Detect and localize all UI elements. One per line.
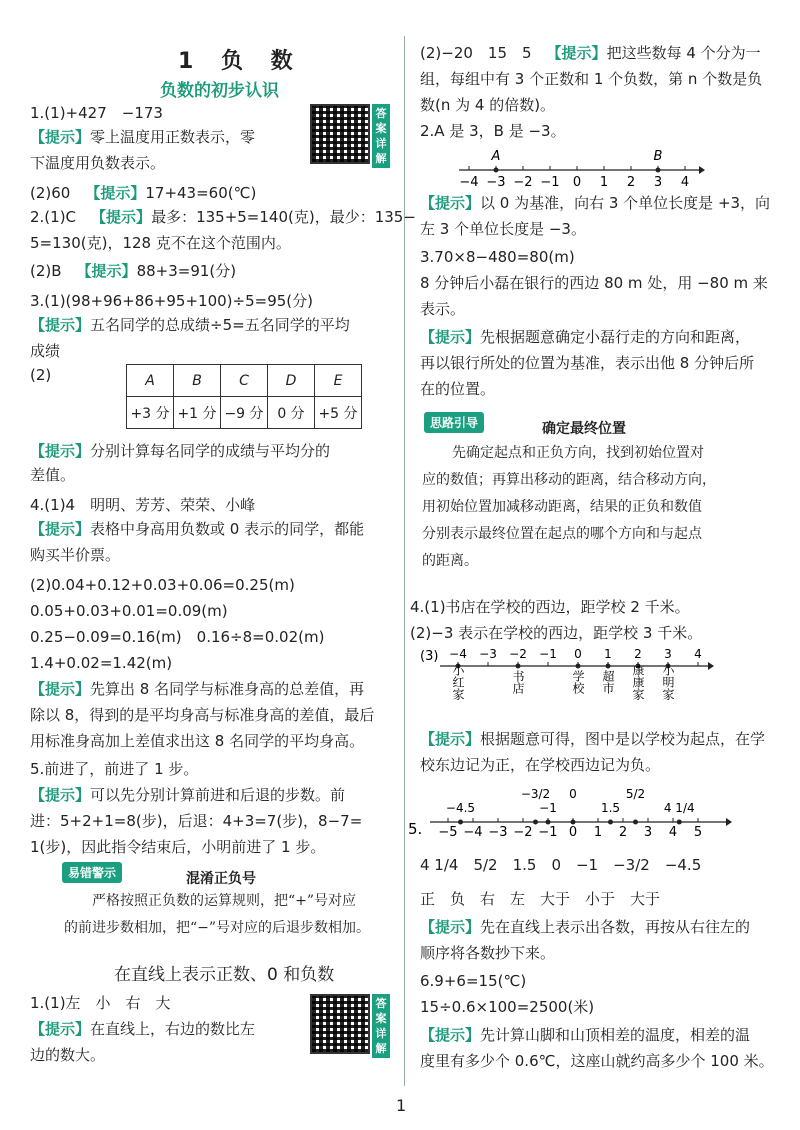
text-span: 度里有多少个 0.6℃，这座山就约高多少个 100 米。	[420, 1052, 774, 1070]
hint-label: 【提示】	[85, 184, 146, 202]
tick-label: 0	[568, 825, 578, 840]
box-text-line: 应的数值；再算出移动的距离，结合移动方向，	[422, 472, 716, 488]
tick-label: −3	[479, 647, 497, 661]
tick-label: −1	[539, 647, 557, 661]
text-line	[420, 350, 754, 376]
text-line	[30, 756, 198, 782]
tick-label: −1	[540, 175, 560, 190]
tick-label: 0	[574, 647, 582, 661]
text-span: 五名同学的总成绩÷5=五名同学的平均	[90, 316, 350, 334]
text-line	[30, 438, 330, 464]
table-cell: −9 分	[221, 397, 268, 429]
marked-point	[608, 820, 613, 825]
text-span: 以 0 为基准，向右 3 个单位长度是 +3，向	[480, 194, 771, 212]
marked-point	[546, 820, 551, 825]
point-label: 1.5	[600, 801, 621, 815]
text-line	[30, 728, 364, 754]
text-span: 表示。	[420, 300, 466, 318]
text-line	[30, 624, 324, 650]
text-line	[30, 808, 362, 834]
text-line	[30, 312, 350, 338]
box-text-line: 先确定起点和正负方向，找到初始位置对	[452, 445, 704, 461]
text-line	[30, 150, 165, 176]
text-line	[30, 100, 163, 126]
number-line-1	[455, 146, 705, 190]
column-divider	[404, 36, 405, 1086]
text-span: 2.A 是 3，B 是 −3。	[420, 122, 566, 140]
error-warning-badge: 易错警示	[62, 862, 122, 883]
section-title: 在直线上表示正数、0 和负数	[114, 965, 335, 985]
text-line	[420, 296, 465, 322]
tick-label: 3	[664, 647, 672, 661]
text-line	[420, 324, 750, 350]
text-span: 3.(1)(98+96+86+95+100)÷5=95(分)	[30, 292, 313, 310]
table-header-cell: E	[315, 365, 362, 397]
place-label: 小红家	[451, 664, 465, 700]
marked-point	[633, 820, 638, 825]
text-line	[30, 516, 364, 542]
text-span: 5.前进了，前进了 1 步。	[30, 760, 199, 778]
text-span: 先根据题意确定小磊行走的方向和距离，	[480, 328, 751, 346]
hint-label: 【提示】	[30, 1020, 91, 1038]
text-line	[420, 886, 660, 912]
hint-label: 【提示】	[30, 128, 91, 146]
tick-label: 2	[618, 825, 628, 840]
tick-label: −1	[538, 825, 558, 840]
text-span: (2)−20 15 5	[420, 44, 547, 62]
point-label: 0	[569, 787, 577, 801]
text-line	[420, 852, 701, 878]
place-label: 小明家	[661, 664, 675, 700]
nl2-prefix: (3)	[420, 649, 439, 664]
text-span: 在的位置。	[420, 380, 496, 398]
text-line	[420, 216, 586, 242]
box-title: 确定最终位置	[542, 421, 626, 437]
box-text-line: 的前进步数相加，把“−”号对应的后退步数相加。	[64, 920, 371, 936]
text-line	[30, 492, 255, 518]
tick-label: 2	[626, 175, 636, 190]
table-header-cell: C	[221, 365, 268, 397]
hint-label: 【提示】	[91, 208, 152, 226]
text-span: 组，每组中有 3 个正数和 1 个负数，第 n 个数是负	[420, 70, 763, 88]
text-line	[410, 594, 690, 620]
text-line	[30, 258, 236, 284]
place-point	[576, 664, 581, 669]
tick-label: 0	[572, 175, 582, 190]
table-cell: +3 分	[127, 397, 174, 429]
place-label: 学校	[571, 670, 585, 694]
text-span: 下温度用负数表示。	[30, 154, 166, 172]
text-line	[420, 940, 555, 966]
text-line	[420, 40, 761, 66]
text-span: 3.70×8−480=80(m)	[420, 248, 575, 266]
text-line	[30, 362, 51, 388]
hint-label: 【提示】	[420, 918, 481, 936]
box-text-line: 的距离。	[422, 553, 478, 569]
text-line	[30, 990, 171, 1016]
box-text-line: 分别表示最终位置在起点的哪个方向和与起点	[422, 526, 702, 542]
text-span: 校东边记为正，在学校西边记为负。	[420, 756, 661, 774]
hint-label: 【提示】	[76, 262, 137, 280]
text-span: 正 负 右 左 大于 小于 大于	[420, 890, 661, 908]
text-line	[30, 338, 60, 364]
text-span: 8 分钟后小磊在银行的西边 80 m 处，用 −80 m 来	[420, 274, 768, 292]
table-header-cell: D	[268, 365, 315, 397]
tick-label: 4	[680, 175, 690, 190]
text-line	[30, 542, 120, 568]
text-span: 数(n 为 4 的倍数)。	[420, 96, 556, 114]
marked-point	[677, 820, 682, 825]
point-b	[656, 168, 661, 173]
tick-label: 1	[599, 175, 609, 190]
text-line	[30, 204, 416, 230]
text-span: 2.(1)C	[30, 208, 92, 226]
hint-label: 【提示】	[30, 316, 91, 334]
text-line	[420, 190, 770, 216]
text-span: 先算出 8 名同学与标准身高的总差值，再	[90, 680, 365, 698]
place-point	[606, 664, 611, 669]
text-line	[420, 244, 575, 270]
text-line	[420, 66, 762, 92]
page-number: 1	[396, 1096, 407, 1115]
text-span: (2)60	[30, 184, 86, 202]
point-label: −1	[539, 801, 557, 815]
text-line	[420, 118, 566, 144]
tick-label: −3	[488, 825, 508, 840]
text-span: (2)−3 表示在学校的西边，距学校 3 千米。	[410, 624, 703, 642]
text-span: 零上温度用正数表示，零	[90, 128, 256, 146]
text-span: 5=130(克)，128 克不在这个范围内。	[30, 234, 291, 252]
idea-guide-badge: 思路引导	[424, 412, 484, 433]
text-line	[420, 752, 660, 778]
marked-point	[458, 820, 463, 825]
text-line	[420, 1048, 774, 1074]
text-span: 成绩	[30, 342, 61, 360]
tick-label: 4	[694, 647, 702, 661]
tick-label: −3	[486, 175, 506, 190]
text-line	[30, 462, 75, 488]
text-span: 分别计算每名同学的成绩与平均分的	[90, 442, 331, 460]
text-span: 1(步)，因此指令结束后，小明前进了 1 步。	[30, 838, 326, 856]
hint-label: 【提示】	[420, 194, 481, 212]
nl3-label: 5.	[408, 820, 423, 838]
table-cell: 0 分	[268, 397, 315, 429]
text-line	[30, 230, 291, 256]
table-cell: +1 分	[174, 397, 221, 429]
text-span: (2)	[30, 366, 52, 384]
text-span: 最多：135+5=140(克)，最少：135−	[151, 208, 416, 226]
text-span: 左 3 个单位长度是 −3。	[420, 220, 586, 238]
qr-label: 答案详解	[372, 994, 390, 1058]
text-span: 15÷0.6×100=2500(米)	[420, 998, 595, 1016]
text-span: 4.(1)书店在学校的西边，距学校 2 千米。	[410, 598, 690, 616]
text-span: 在直线上，右边的数比左	[90, 1020, 256, 1038]
tick-label: 3	[653, 175, 663, 190]
text-span: 再以银行所处的位置为基准，表示出他 8 分钟后所	[420, 354, 755, 372]
page-title: 1 负 数	[178, 49, 303, 74]
text-span: 6.9+6=15(℃)	[420, 972, 527, 990]
tick-label: 1	[604, 647, 612, 661]
text-span: 先在直线上表示出各数，再按从右往左的	[480, 918, 751, 936]
tick-label: −2	[509, 647, 527, 661]
text-line	[30, 180, 256, 206]
text-line	[30, 650, 172, 676]
point-label: 5/2	[625, 787, 646, 801]
qr-code-icon	[310, 994, 370, 1054]
marked-point	[533, 820, 538, 825]
hint-label: 【提示】	[546, 44, 607, 62]
text-line	[420, 1022, 750, 1048]
number-line-2	[420, 640, 720, 724]
text-span: 0.05+0.03+0.01=0.09(m)	[30, 602, 228, 620]
point-label: −3/2	[520, 787, 551, 801]
text-span: 88+3=91(分)	[136, 262, 237, 280]
box-text-line: 用初始位置加减移动距离，结果的正负和数值	[422, 499, 702, 515]
text-line	[30, 1042, 105, 1068]
hint-label: 【提示】	[420, 730, 481, 748]
hint-label: 【提示】	[420, 328, 481, 346]
text-span: (2)0.04+0.12+0.03+0.06=0.25(m)	[30, 576, 295, 594]
text-span: 差值。	[30, 466, 76, 484]
text-span: 17+43=60(℃)	[145, 184, 257, 202]
text-line	[420, 968, 526, 994]
text-line	[30, 572, 295, 598]
text-span: 购买半价票。	[30, 546, 121, 564]
hint-label: 【提示】	[30, 680, 91, 698]
tick-label: −4	[449, 647, 467, 661]
text-line	[420, 376, 495, 402]
tick-label: 2	[634, 647, 642, 661]
hint-label: 【提示】	[30, 442, 91, 460]
hint-label: 【提示】	[420, 1026, 481, 1044]
number-line-3	[408, 780, 738, 842]
place-point	[516, 664, 521, 669]
point-a	[494, 168, 499, 173]
tick-label: −2	[513, 175, 533, 190]
hint-label: 【提示】	[30, 520, 91, 538]
text-line	[420, 994, 594, 1020]
point-label: −4.5	[445, 801, 476, 815]
text-span: 先计算山脚和山顶相差的温度，相差的温	[480, 1026, 751, 1044]
marked-point	[571, 820, 576, 825]
tick-label: −4	[463, 825, 483, 840]
text-line	[30, 1016, 255, 1042]
text-line	[420, 270, 768, 296]
text-line	[30, 702, 374, 728]
text-line	[420, 92, 555, 118]
section-title: 负数的初步认识	[160, 81, 279, 101]
box-text-line: 严格按照正负数的运算规则，把“+”号对应	[92, 893, 357, 909]
box-title: 混淆正负号	[186, 871, 256, 887]
text-line	[420, 726, 765, 752]
place-label: 超市	[601, 670, 615, 694]
tick-label: 5	[693, 825, 703, 840]
text-span: 1.(1)左 小 右 大	[30, 994, 171, 1012]
tick-label: 1	[593, 825, 603, 840]
table-header-cell: A	[127, 365, 174, 397]
tick-label: 3	[643, 825, 653, 840]
text-span: 根据题意可得，图中是以学校为起点，在学	[480, 730, 766, 748]
point-b-label: B	[653, 149, 663, 164]
text-span: 0.25−0.09=0.16(m) 0.16÷8=0.02(m)	[30, 628, 325, 646]
place-label: 康康家	[631, 664, 645, 700]
point-a-label: A	[491, 149, 501, 164]
text-span: 4.(1)4 明明、芳芳、荣荣、小峰	[30, 496, 256, 514]
table-cell: +5 分	[315, 397, 362, 429]
text-span: 顺序将各数抄下来。	[420, 944, 556, 962]
tick-label: 4	[668, 825, 678, 840]
text-line	[30, 782, 345, 808]
table-header-cell: B	[174, 365, 221, 397]
qr-label: 答案详解	[372, 104, 390, 168]
score-table	[126, 364, 362, 429]
text-span: 用标准身高加上差值求出这 8 名同学的平均身高。	[30, 732, 365, 750]
text-line	[30, 598, 228, 624]
text-span: (2)B	[30, 262, 77, 280]
text-span: 1.(1)+427 −173	[30, 104, 163, 122]
text-line	[30, 676, 364, 702]
tick-label: −2	[513, 825, 533, 840]
text-line	[30, 834, 325, 860]
text-span: 1.4+0.02=1.42(m)	[30, 654, 173, 672]
text-span: 除以 8，得到的是平均身高与标准身高的差值，最后	[30, 706, 375, 724]
text-line	[30, 124, 255, 150]
text-span: 可以先分别计算前进和后退的步数。前	[90, 786, 346, 804]
qr-code-icon	[310, 104, 370, 164]
text-span: 边的数大。	[30, 1046, 106, 1064]
text-span: 表格中身高用负数或 0 表示的同学，都能	[90, 520, 365, 538]
place-label: 书店	[511, 670, 525, 694]
text-span: 把这些数每 4 个分为一	[606, 44, 761, 62]
hint-label: 【提示】	[30, 786, 91, 804]
tick-label: −4	[459, 175, 479, 190]
tick-label: −5	[438, 825, 458, 840]
text-line	[420, 914, 750, 940]
text-span: 进：5+2+1=8(步)，后退：4+3=7(步)，8−7=	[30, 812, 363, 830]
text-span: 4 1/4 5/2 1.5 0 −1 −3/2 −4.5	[420, 856, 702, 874]
text-line	[30, 288, 313, 314]
point-label: 4 1/4	[663, 801, 695, 815]
